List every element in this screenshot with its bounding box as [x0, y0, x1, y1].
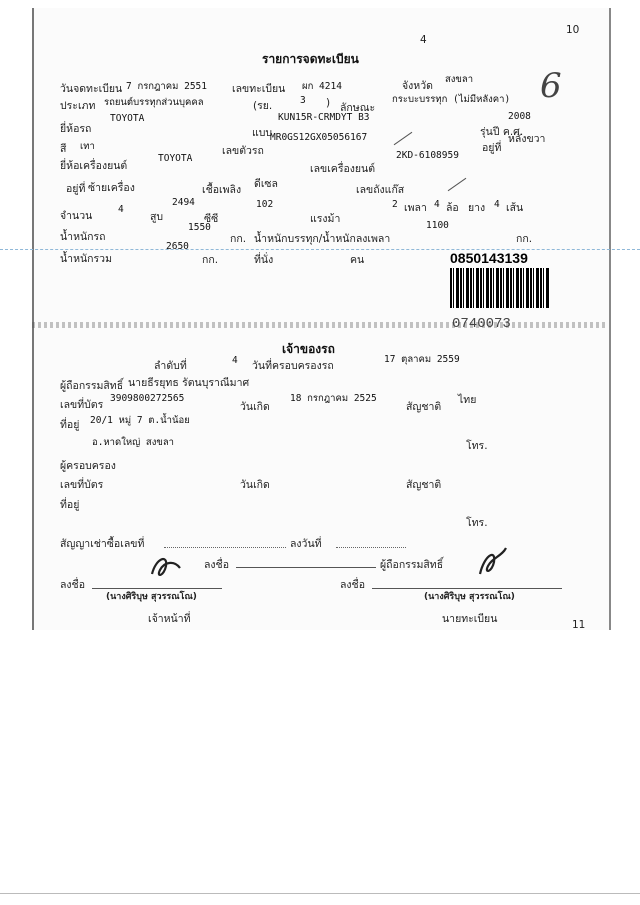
hp-value: 102	[256, 199, 274, 210]
model-label: แบบ	[252, 127, 273, 139]
lease-date-label: ลงวันที่	[290, 538, 322, 550]
province-value: สงขลา	[445, 74, 474, 85]
order-value: 4	[232, 355, 238, 366]
location-value: หลังขวา	[508, 133, 546, 145]
nat2-label: สัญชาติ	[406, 479, 442, 491]
handwritten-mark: 6	[540, 66, 562, 106]
wheel-label: ล้อ	[446, 202, 459, 214]
kg3: กก.	[202, 254, 219, 266]
addr-value-2: อ.หาดใหญ่ สงขลา	[92, 437, 174, 448]
owner-heading: เจ้าของรถ	[282, 342, 335, 356]
dob-value: 18 กรกฎาคม 2525	[290, 393, 377, 404]
officer-signature-mark	[146, 548, 186, 582]
small-mark: 4	[420, 34, 427, 46]
engine-loc-label: อยู่ที่	[66, 183, 86, 195]
tire-label: ยาง	[468, 202, 486, 214]
addr2-label: ที่อยู่	[60, 499, 80, 511]
hp-label: แรงม้า	[310, 213, 341, 225]
seat-label: ที่นั่ง	[254, 254, 274, 266]
sign-line	[236, 567, 376, 568]
sign-label: ลงชื่อ	[204, 559, 229, 571]
reg-date-label: วันจดทะเบียน	[60, 83, 123, 95]
owner-value: นายธีรยุทธ รัตนบุราณีมาศ	[128, 377, 250, 389]
barcode	[450, 268, 550, 308]
type-label: ประเภท	[60, 100, 96, 112]
engine-brand-value: TOYOTA	[158, 153, 193, 164]
lease-date-line	[336, 547, 406, 548]
weight-value: 1550	[188, 222, 211, 233]
char-label: ลักษณะ	[340, 102, 376, 114]
engine-no-value: 2KD-6108959	[396, 150, 459, 161]
kg2: กก.	[516, 233, 533, 245]
rv-value: 3	[300, 95, 306, 106]
fuel-value: ดีเซล	[254, 178, 278, 190]
brand-label: ยี่ห้อรถ	[60, 123, 92, 135]
cc-label: ซีซี	[204, 213, 219, 225]
fuel-label: เชื้อเพลิง	[202, 184, 242, 196]
registrar-signature-mark	[472, 540, 512, 580]
year-value: 2008	[508, 111, 531, 122]
officer-title: เจ้าหน้าที่	[148, 613, 191, 625]
reg-no-value: ผก 4214	[302, 81, 342, 92]
dob2-label: วันเกิด	[240, 479, 270, 491]
rv-label: (รย.	[253, 100, 273, 112]
possess-date-label: วันที่ครอบครองรถ	[252, 360, 334, 372]
location-label: อยู่ที่	[482, 142, 502, 154]
page-fold	[32, 322, 607, 328]
owner-label: ผู้ถือกรรมสิทธิ์	[60, 380, 124, 392]
brand-value: TOYOTA	[110, 113, 145, 124]
weight-label: น้ำหนักรถ	[60, 231, 106, 243]
engine-loc-value: ซ้ายเครื่อง	[88, 182, 135, 194]
page-number-bottom: 11	[572, 619, 586, 631]
color-value: เทา	[80, 141, 95, 152]
reg-no-label: เลขทะเบียน	[232, 83, 286, 95]
gas-label: เลขถังแก๊ส	[356, 184, 405, 196]
dob-label: วันเกิด	[240, 401, 270, 413]
bottom-rule	[0, 893, 640, 894]
registration-heading: รายการจดทะเบียน	[262, 52, 359, 66]
qty-label: จำนวน	[60, 210, 93, 222]
barcode-number: 0850143139	[450, 250, 528, 266]
chassis-value: MR0GS12GX05056167	[270, 132, 368, 143]
char-value: กระบะบรรทุก (ไม่มีหลังคา)	[392, 94, 511, 105]
rv-close: )	[326, 97, 331, 109]
addr-label: ที่อยู่	[60, 419, 80, 431]
model-value: KUN15R-CRMDYT B3	[278, 112, 370, 123]
kg1: กก.	[230, 233, 247, 245]
id-label: เลขที่บัตร	[60, 399, 104, 411]
owner-sign-label: ผู้ถือกรรมสิทธิ์	[380, 559, 444, 571]
seat-unit: คน	[350, 254, 365, 266]
tire-unit: เส้น	[506, 202, 524, 214]
tel2-label: โทร.	[466, 517, 488, 529]
axle-value: 2	[392, 199, 398, 210]
officer-name: (นางศิริบุษ สุวรรณโณ)	[106, 592, 197, 602]
total-label: น้ำหนักรวม	[60, 253, 112, 265]
page-number-top: 10	[566, 24, 580, 36]
load-label: น้ำหนักบรรทุก/น้ำหนักลงเพลา	[254, 233, 391, 245]
partial-number: 0740073	[452, 316, 511, 332]
year-label: รุ่นปี ค.ศ.	[480, 126, 524, 138]
id2-label: เลขที่บัตร	[60, 479, 104, 491]
axle-label: เพลา	[404, 202, 427, 214]
registrar-name: (นางศิริบุษ สุวรรณโณ)	[424, 592, 515, 602]
color-label: สี	[60, 143, 67, 155]
tire-value: 4	[494, 199, 500, 210]
province-label: จังหวัด	[402, 80, 433, 92]
wheel-value: 4	[434, 199, 440, 210]
sign-right-label: ลงชื่อ	[340, 579, 365, 591]
nat-label: สัญชาติ	[406, 401, 442, 413]
engine-brand-label: ยี่ห้อเครื่องยนต์	[60, 160, 128, 172]
registrar-title: นายทะเบียน	[442, 613, 498, 625]
order-label: ลำดับที่	[154, 360, 187, 372]
holder-label: ผู้ครอบครอง	[60, 460, 116, 472]
nat-value: ไทย	[458, 394, 477, 406]
addr-value-1: 20/1 หมู่ 7 ต.น้ำน้อย	[90, 415, 190, 426]
cyl-value: 4	[118, 204, 124, 215]
total-value: 2650	[166, 241, 189, 252]
possess-date-value: 17 ตุลาคม 2559	[384, 354, 460, 365]
engine-no-label: เลขเครื่องยนต์	[310, 163, 376, 175]
chassis-label: เลขตัวรถ	[222, 145, 264, 157]
cyl-label: สูบ	[150, 211, 164, 223]
reg-date-value: 7 กรกฎาคม 2551	[126, 81, 207, 92]
type-value: รถยนต์บรรทุกส่วนบุคคล	[104, 97, 204, 108]
tel-label: โทร.	[466, 440, 488, 452]
sign-left-label: ลงชื่อ	[60, 579, 85, 591]
lease-label: สัญญาเช่าซื้อเลขที่	[60, 538, 145, 550]
cc-value: 2494	[172, 197, 195, 208]
id-value: 3909800272565	[110, 393, 185, 404]
load-value: 1100	[426, 220, 449, 231]
